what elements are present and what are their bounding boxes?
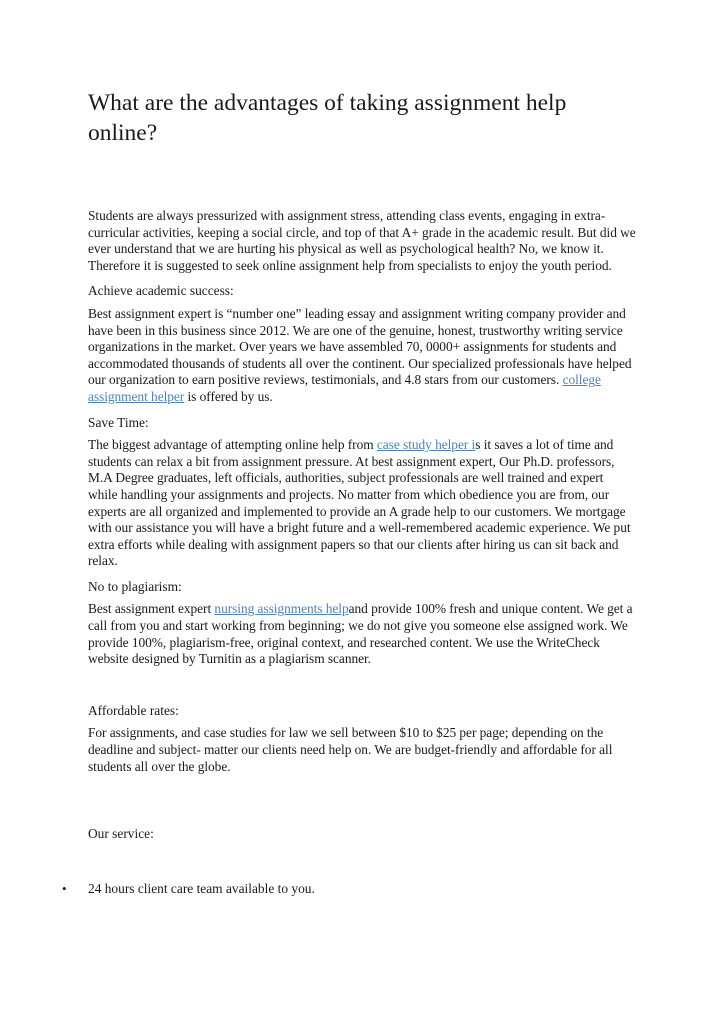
case-study-helper-link[interactable]: case study helper i <box>376 437 476 453</box>
section-heading-save-time: Save Time: <box>88 414 149 430</box>
bullet-icon: • <box>62 880 67 896</box>
document-page <box>62 88 636 897</box>
paragraph-text: is offered by us. <box>184 388 273 404</box>
paragraph-text: Best assignment expert <box>88 601 215 617</box>
college-assignment-helper-link[interactable]: college assignment helper <box>88 372 601 404</box>
section-heading-affordable-rates: Affordable rates: <box>88 702 179 718</box>
intro-paragraph: Students are always pressurized with assignment stress, attending class events, engaging in extra-curricular activities, keeping a social circle, and top of that A+ grade in the academic result. But did we ever understand that we are hurting his physical as well as psychological health? No, we know it. Therefore it is suggested to seek online assignment help from specialists to enjoy the youth period. <box>88 208 636 273</box>
nursing-assignments-help-link[interactable]: nursing assignments help <box>214 601 349 617</box>
paragraph-text: The biggest advantage of attempting online help from <box>88 437 377 453</box>
document-title: What are the advantages of taking assignment help online? <box>88 90 567 146</box>
section-heading-plagiarism: No to plagiarism: <box>88 578 182 594</box>
paragraph-text: s it saves a lot of time and students can relax a bit from assignment pressure. At best assignment expert, Our Ph.D. professors, M.A Degree graduates, left officials, authorities, subject professionals are well trained and expert while handling your assignments and projects. No matter from which obedience you are from, our experts are all organized and implemented to provide an A grade help to our customers. We mortgage with our assistance you will have a bright future and a well-remembered academic experience. We put extra efforts while dealing with assignment papers so that our clients after hiring us can sit back and relax. <box>88 437 631 569</box>
paragraph-text: Best assignment expert is “number one” leading essay and assignment writing company provider and have been in this business since 2012. We are one of the genuine, honest, trustworthy writing service organizations in the market. Over years we have assembled 70, 0000+ assignments for students and accommodated thousands of students all over the continent. Our specialized professionals have helped our organization to earn positive reviews, testimonials, and 4.8 stars from our customers. <box>88 305 632 388</box>
paragraph-text: and provide 100% fresh and unique content. We get a call from you and start working from beginning; we do not give you someone else assigned work. We provide 100%, plagiarism-free, original context, and researched content. We use the WriteCheck website designed by Turnitin as a plagiarism scanner. <box>88 601 633 667</box>
section-heading-academic-success: Achieve academic success: <box>88 283 234 299</box>
section-paragraph-academic-success <box>88 306 636 406</box>
section-paragraph-save-time <box>88 437 636 570</box>
list-item-text: 24 hours client care team available to you. <box>88 880 315 896</box>
services-list <box>62 880 636 898</box>
section-heading-our-service: Our service: <box>88 826 154 842</box>
section-paragraph-affordable-rates: For assignments, and case studies for law we sell between $10 to $25 per page; depending on the deadline and subject- matter our clients need help on. We are budget-friendly and affordable for all students all over the globe. <box>88 725 613 774</box>
list-item <box>62 880 636 898</box>
section-paragraph-plagiarism <box>88 601 636 667</box>
